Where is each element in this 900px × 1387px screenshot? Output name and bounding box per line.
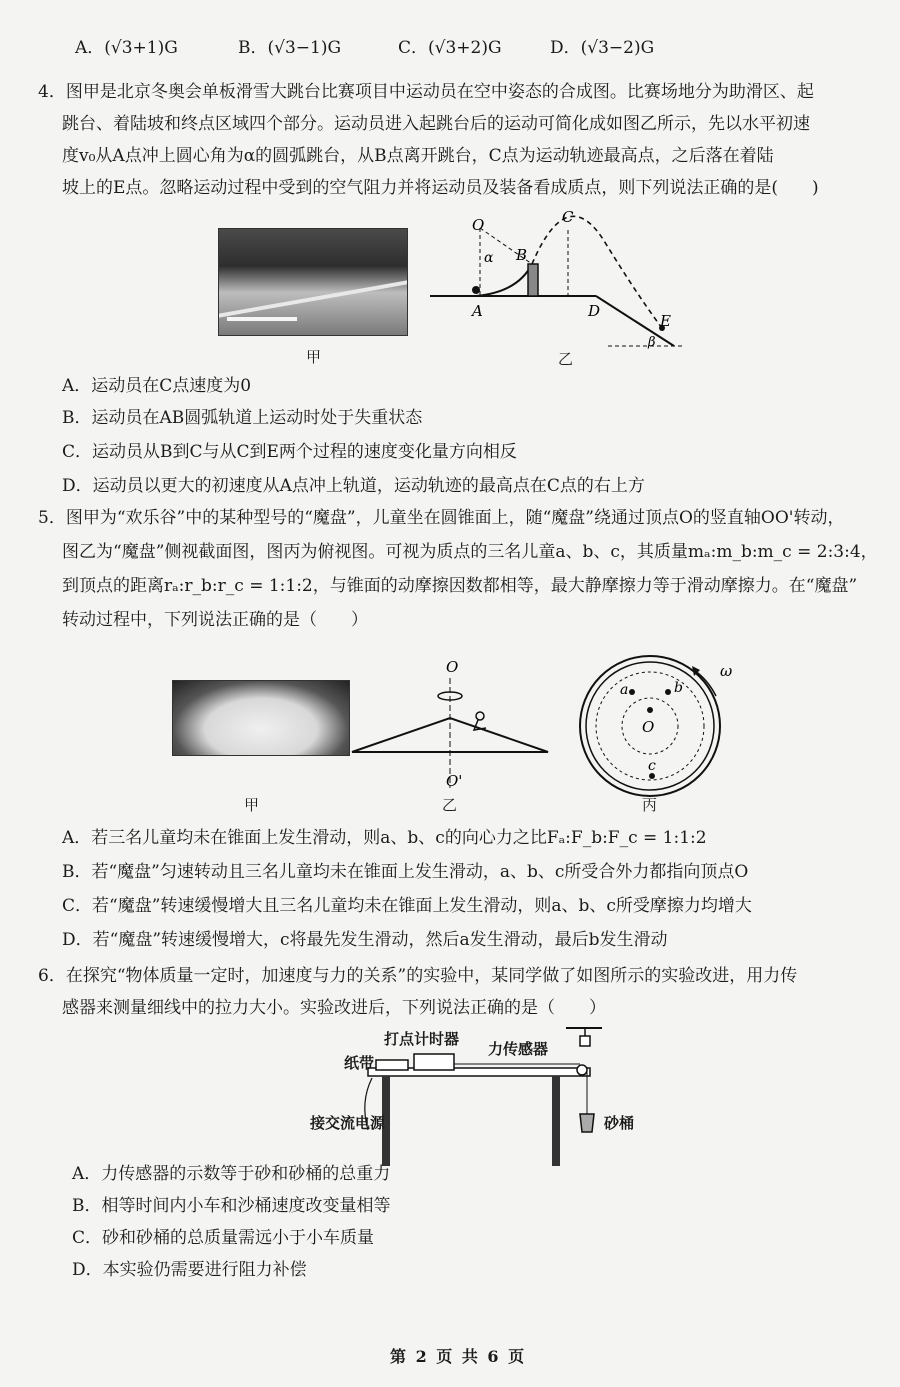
q6-label-bucket: 砂桶 xyxy=(604,1114,635,1132)
sand-bucket xyxy=(580,1114,594,1132)
center-dot xyxy=(647,707,653,713)
q4-line-3: 度v₀从A点冲上圆心角为α的圆弧跳台，从B点离开跳台，C点为运动轨迹最高点，之后落在着陆 xyxy=(62,146,774,166)
q5-fig-yi-label: 乙 xyxy=(442,796,458,814)
child-b-dot xyxy=(665,689,671,695)
q5-option-a: A．若三名儿童均未在锥面上发生滑动，则a、b、c的向心力之比Fₐ:F_b:F_c = 1:1:2 xyxy=(62,828,707,848)
q4-photo-ski-jump xyxy=(218,228,408,336)
label-alpha: α xyxy=(484,250,494,266)
q4-option-b: B．运动员在AB圆弧轨道上运动时处于失重状态 xyxy=(62,408,423,428)
q5-fig-bing-label: 丙 xyxy=(642,796,658,814)
label-c-child: c xyxy=(648,758,656,774)
q5-line-1: 5．图甲为“欢乐谷”中的某种型号的“魔盘”，儿童坐在圆锥面上，随“魔盘”绕通过顶点O的竖直轴OO'转动， xyxy=(38,508,845,528)
ramp-block xyxy=(528,264,538,296)
q5-option-b: B．若“魔盘”匀速转动且三名儿童均未在锥面上发生滑动，a、b、c所受合外力都指向顶点O xyxy=(62,862,749,882)
q5-photo-magic-disk xyxy=(172,680,350,756)
q6-option-c: C．砂和砂桶的总质量需远小于小车质量 xyxy=(72,1228,375,1248)
page-footer: 第 2 页 共 6 页 xyxy=(390,1347,527,1366)
cart xyxy=(376,1060,408,1070)
q3-option-b: B．(√3−1)G xyxy=(238,38,342,58)
q4-trajectory-diagram xyxy=(428,200,690,360)
q5-fig-jia-label: 甲 xyxy=(244,796,260,814)
pulley xyxy=(577,1065,587,1075)
q6-line-2: 感器来测量细线中的拉力大小。实验改进后，下列说法正确的是（ ） xyxy=(62,998,606,1018)
photo-scale-bar xyxy=(227,317,297,321)
q4-line-4: 坡上的E点。忽略运动过程中受到的空气阻力并将运动员及装备看成质点，则下列说法正确的是( ) xyxy=(62,178,819,198)
timer-box xyxy=(414,1054,454,1070)
arc-ramp xyxy=(476,264,532,296)
q4-fig-yi-label: 乙 xyxy=(558,350,574,368)
q3-option-c: C．(√3+2)G xyxy=(398,38,502,58)
q5-line-3: 到顶点的距离rₐ:r_b:r_c = 1:1:2，与锥面的动摩擦因数都相等，最大静摩擦力等于滑动摩擦力。在“魔盘” xyxy=(62,576,858,596)
sensor-box xyxy=(580,1036,590,1046)
q6-option-d: D．本实验仍需要进行阻力补偿 xyxy=(72,1260,307,1280)
label-c: C xyxy=(562,208,574,226)
q5-line-4: 转动过程中，下列说法正确的是（ ） xyxy=(62,610,368,630)
q6-label-sensor: 力传感器 xyxy=(488,1040,549,1058)
label-beta: β xyxy=(648,335,656,350)
q4-option-c: C．运动员从B到C与从C到E两个过程的速度变化量方向相反 xyxy=(62,442,517,462)
label-a: A xyxy=(472,302,483,320)
q4-line-1: 4．图甲是北京冬奥会单板滑雪大跳台比赛项目中运动员在空中姿态的合成图。比赛场地分为助滑区、起 xyxy=(38,82,814,102)
child-head xyxy=(476,712,484,720)
q4-fig-jia-label: 甲 xyxy=(306,348,322,366)
q6-option-b: B．相等时间内小车和沙桶速度改变量相等 xyxy=(72,1196,391,1216)
label-b-child: b xyxy=(674,680,683,696)
q6-label-tape: 纸带 xyxy=(344,1054,375,1072)
q3-option-a: A．(√3+1)G xyxy=(75,38,178,58)
label-omega: ω xyxy=(720,662,733,680)
label-o-center: O xyxy=(642,718,655,736)
q5-option-d: D．若“魔盘”转速缓慢增大，c将最先发生滑动，然后a发生滑动，最后b发生滑动 xyxy=(62,930,668,950)
q5-top-view xyxy=(574,648,734,808)
child-body xyxy=(474,720,486,730)
q6-label-timer: 打点计时器 xyxy=(384,1030,460,1048)
q4-line-2: 跳台、着陆坡和终点区域四个部分。运动员进入起跳台后的运动可简化成如图乙所示，先以水平初速 xyxy=(62,114,810,134)
athlete-mark xyxy=(472,286,480,294)
q6-label-power: 接交流电源 xyxy=(310,1114,386,1132)
q6-option-a: A．力传感器的示数等于砂和砂桶的总重力 xyxy=(72,1164,391,1184)
label-o-prime: O' xyxy=(446,772,463,790)
label-d: D xyxy=(588,302,601,320)
q5-option-c: C．若“魔盘”转速缓慢增大且三名儿童均未在锥面上发生滑动，则a、b、c所受摩擦力均增大 xyxy=(62,896,752,916)
table-leg-right xyxy=(552,1076,560,1166)
q4-option-a: A．运动员在C点速度为0 xyxy=(62,376,252,396)
photo-slope-edge xyxy=(219,280,407,317)
label-o-top: O xyxy=(446,658,459,676)
q4-option-d: D．运动员以更大的初速度从A点冲上轨道，运动轨迹的最高点在C点的右上方 xyxy=(62,476,645,496)
child-a-dot xyxy=(629,689,635,695)
label-b: B xyxy=(516,246,528,264)
label-e: E xyxy=(660,312,671,330)
q3-option-d: D．(√3−2)G xyxy=(550,38,655,58)
q5-line-2: 图乙为“魔盘”侧视截面图，图丙为俯视图。可视为质点的三名儿童a、b、c，其质量mₐ:m_b:m_c = 2:3:4， xyxy=(62,542,878,562)
q6-line-1: 6．在探究“物体质量一定时，加速度与力的关系”的实验中，某同学做了如图所示的实验改进，用力传 xyxy=(38,966,798,986)
q5-cone-side-view xyxy=(346,652,556,792)
label-a-child: a xyxy=(620,682,629,698)
label-o: O xyxy=(472,216,485,234)
